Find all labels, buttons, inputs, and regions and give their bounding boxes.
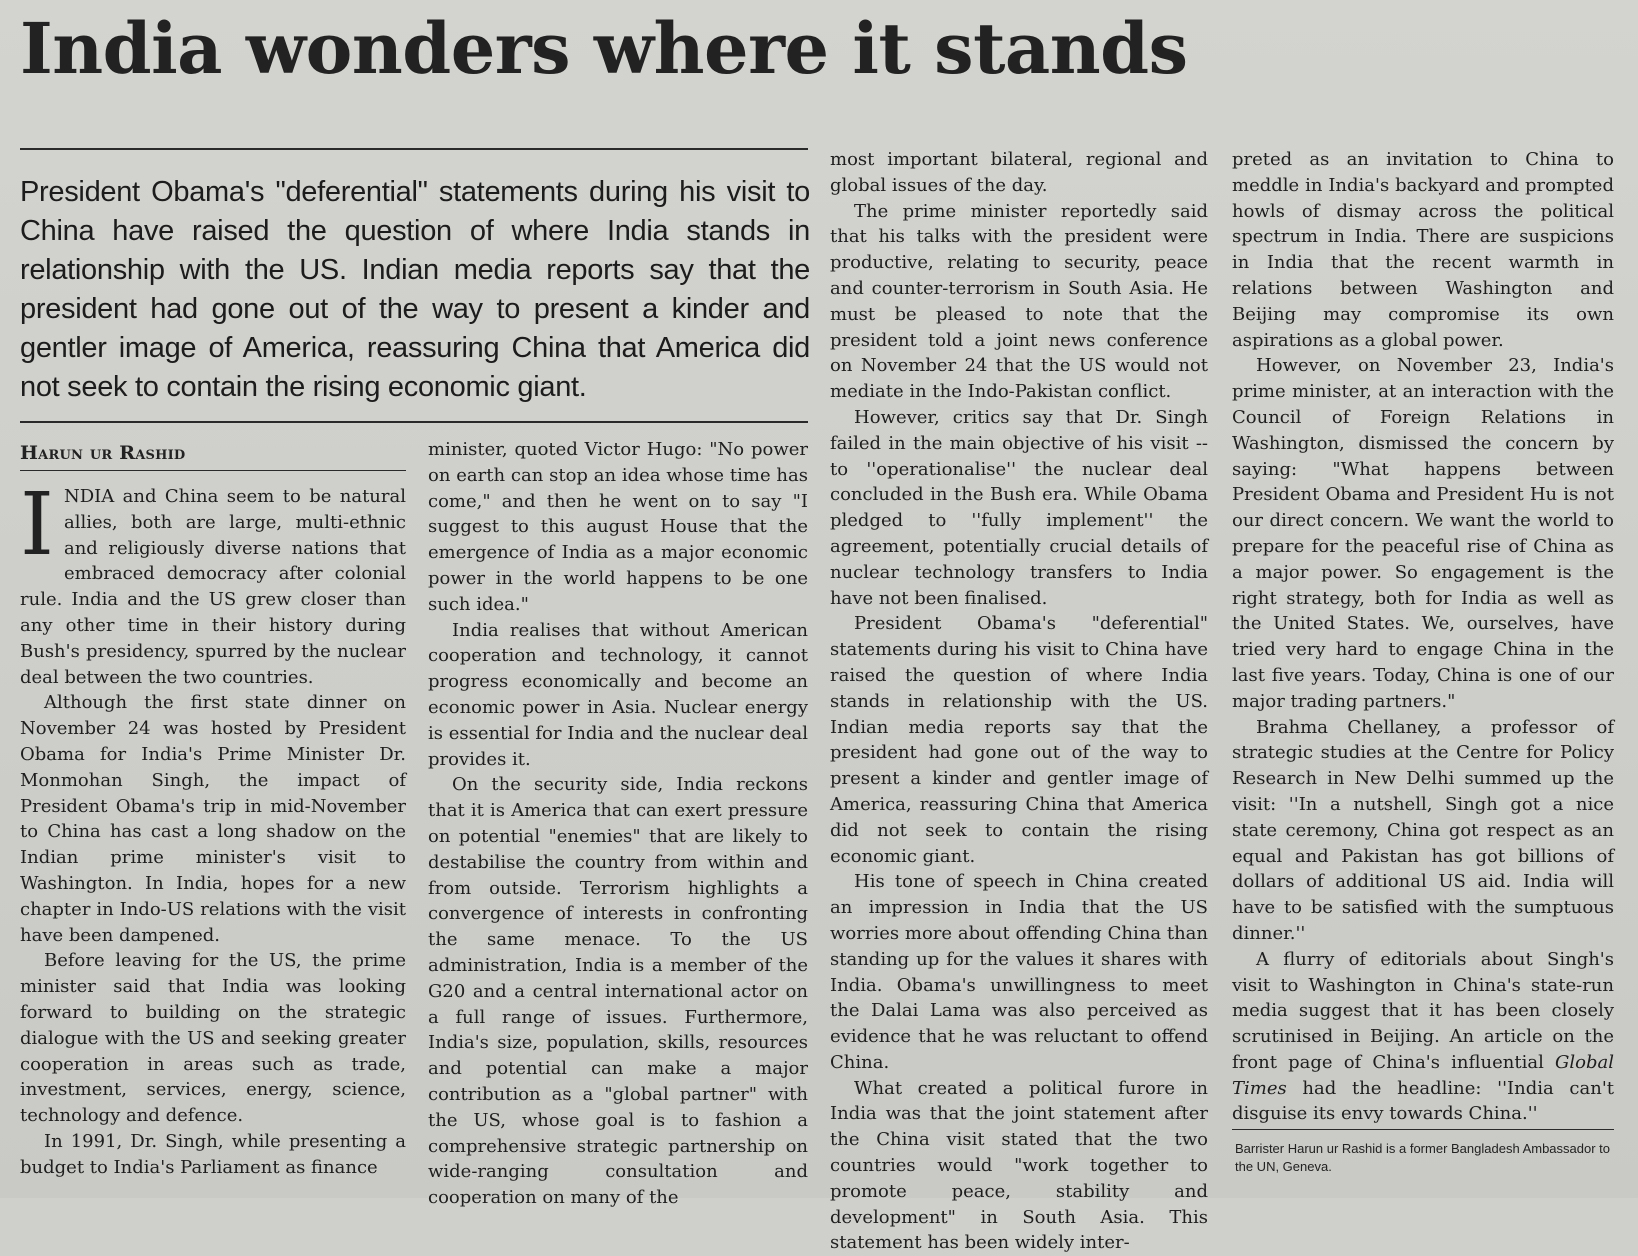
column-2	[428, 437, 808, 1211]
deck-top-rule	[20, 148, 808, 150]
column-1	[20, 475, 406, 1181]
paragraph: In 1991, Dr. Singh, while presenting a budget to India's Parliament as finance	[20, 1130, 406, 1178]
paragraph: preted as an invitation to China to meddle in India's backyard and prompted howls of dismay across the political spectrum in India. There are suspicions in India that the recent warmth in relations between Washington and Beijing may compromise its own aspirations as a global power.	[1232, 149, 1614, 351]
headline: India wonders where it stands	[20, 7, 1188, 90]
byline-rule	[20, 470, 406, 471]
paragraph: However, on November 23, India's prime minister, at an interaction with the Council of Foreign Relations in Washington, dismissed the concern by saying: "What happens between President Obama and President Hu is not our direct concern. We want the world to prepare for the peaceful rise of China as a major power. So engagement is the right strategy, both for India as well as the United States. We, ourselves, have tried very hard to engage China in the last five years. Today, China is one of our major trading partners."	[1232, 355, 1614, 712]
paragraph: minister, quoted Victor Hugo: "No power on earth can stop an idea whose time has come," and then he went on to say "I suggest to this august House that the emergence of India as a major economic power in the world happens to be one such idea."	[428, 439, 808, 615]
paragraph: The prime minister reportedly said that his talks with the president were productive, relating to security, peace and counter-terrorism in South Asia. He must be pleased to note that the president told a joint news conference on November 24 that the US would not mediate in the Indo-Pakistan conflict.	[830, 200, 1208, 403]
drop-cap: I	[20, 475, 54, 575]
paragraph: Although the first state dinner on November 24 was hosted by President Obama for India's Prime Minister Dr. Monmohan Singh, the impact of President Obama's trip in mid-November to China has cast a long shadow on the Indian prime minister's visit to Washington. In India, hopes for a new chapter in Indo-US relations with the visit have been dampened.	[20, 692, 406, 946]
paragraph	[20, 475, 406, 690]
publication-name: Global Times	[1232, 1051, 1614, 1099]
paragraph: However, critics say that Dr. Singh failed in the main objective of his visit -- to ''operationalise'' the nuclear deal concluded in the Bush era. While Obama pledged to ''fully implement'' the agreement, potentially crucial details of nuclear technology transfers to India have not been finalised.	[830, 406, 1208, 609]
paragraph: On the security side, India reckons that it is America that can exert pressure on potential "enemies" that are likely to destabilise the country from within and from outside. Terrorism highlights a convergence of interests in confronting the same menace. To the US administration, India is a member of the G20 and a central international actor on a full range of issues. Furthermore, India's size, population, skills, resources and potential can make a major contribution as a "global partner" with the US, whose goal is to fashion a comprehensive strategic partnership on wide-ranging consultation and cooperation on many of the	[428, 774, 808, 1209]
paragraph: What created a political furore in India was that the joint statement after the China visit stated that the two countries would "work together to promote peace, stability and development" in South Asia. This statement has been widely inter-	[830, 1077, 1208, 1254]
paragraph: His tone of speech in China created an impression in India that the US worries more about offending China than standing up for the values it shares with India. Obama's unwillingness to meet the Dalai Lama was also perceived as evidence that he was reluctant to offend China.	[830, 871, 1208, 1073]
paragraph: Before leaving for the US, the prime minister said that India was looking forward to building on the strategic dialogue with the US and seeking greater cooperation in areas such as trade, investment, services, energy, science, technology and defence.	[20, 950, 406, 1127]
byline: Harun ur Rashid	[20, 442, 186, 464]
paragraph: most important bilateral, regional and global issues of the day.	[830, 149, 1208, 196]
paragraph-text: had the headline: ''India can't disguise its envy towards China.''	[1232, 1077, 1614, 1125]
deck-bottom-rule	[20, 421, 808, 423]
paragraph: President Obama's "deferential" statements during his visit to China have raised the question of where India stands in relationship with the US. Indian media reports say that the president had gone out of the way to present a kinder and gentler image of America, reassuring China that America did not seek to contain the rising economic giant.	[830, 613, 1208, 867]
paragraph: Brahma Chellaney, a professor of strategic studies at the Centre for Policy Research in New Delhi summed up the visit: ''In a nutshell, Singh got a nice state ceremony, China got respect as an equal and Pakistan has got billions of dollars of additional US aid. India will have to be satisfied with the sumptuous dinner.''	[1232, 716, 1614, 944]
deck-summary: President Obama's "deferential" statements during his visit to China have raised the question of where India stands in relationship with the US. Indian media reports say that the president had gone out of the way to present a kinder and gentler image of America, reassuring China that America did not seek to contain the rising economic giant.	[20, 176, 810, 403]
paragraph-text: A flurry of editorials about Singh's visit to Washington in China's state-run media suggest that it has been closely scrutinised in Beijing. An article on the front page of China's influential	[1232, 948, 1614, 1073]
column-3	[830, 147, 1208, 1256]
paragraph-text: NDIA and China seem to be natural allies, both are large, multi-ethnic and religiously diverse nations that embraced democracy after colonial rule. India and the US grew closer than any other time in their history during Bush's presidency, spurred by the nuclear deal between the two countries.	[20, 486, 406, 688]
column-4	[1232, 147, 1614, 1127]
author-note: Barrister Harun ur Rashid is a former Bangladesh Ambassador to the UN, Geneva.	[1235, 1141, 1611, 1174]
footnote-rule	[1232, 1129, 1614, 1130]
paragraph	[1232, 947, 1614, 1128]
paragraph: India realises that without American cooperation and technology, it cannot progress economically and become an economic power in Asia. Nuclear energy is essential for India and the nuclear deal provides it.	[428, 619, 808, 770]
